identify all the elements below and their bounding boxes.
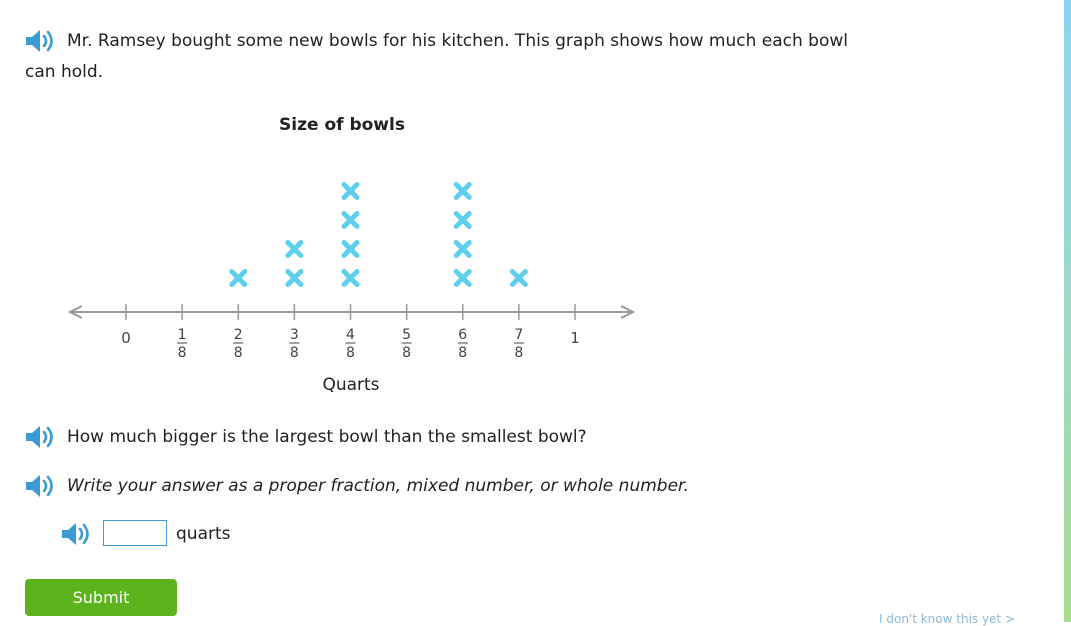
number-line xyxy=(70,306,633,318)
tick-label-numerator: 4 xyxy=(346,327,355,343)
tick-label-denominator: 8 xyxy=(402,345,412,361)
speaker-icon[interactable] xyxy=(60,520,94,548)
answer-input[interactable] xyxy=(103,520,167,546)
speaker-icon[interactable] xyxy=(24,472,58,500)
submit-button[interactable]: Submit xyxy=(25,579,177,616)
tick-label: 0 xyxy=(121,329,131,347)
mark-group xyxy=(232,185,526,285)
question-prompt: How much bigger is the largest bowl than the smallest bowl? xyxy=(67,427,587,447)
answer-instruction: Write your answer as a proper fraction, mixed number, or whole number. xyxy=(67,476,689,496)
speaker-icon[interactable] xyxy=(24,423,58,451)
tick-label-denominator: 8 xyxy=(346,345,355,361)
tick-label-numerator: 2 xyxy=(233,327,243,343)
dont-know-link[interactable]: I don't know this yet > xyxy=(879,612,1016,626)
tick-label-numerator: 7 xyxy=(514,327,524,343)
tick-label-denominator: 8 xyxy=(289,345,299,361)
x-mark xyxy=(288,243,301,256)
x-mark xyxy=(344,272,357,285)
x-mark xyxy=(344,214,357,227)
tick-label-numerator: 6 xyxy=(458,327,468,343)
tick-label-numerator: 3 xyxy=(289,327,299,343)
question-intro xyxy=(25,26,865,88)
chart-title: Size of bowls xyxy=(279,115,405,135)
x-mark xyxy=(344,185,357,198)
x-axis-label: Quarts xyxy=(322,375,380,395)
x-mark xyxy=(456,185,469,198)
x-mark xyxy=(288,272,301,285)
tick-label-numerator: 1 xyxy=(177,327,187,343)
tick-label: 1 xyxy=(570,329,580,347)
line-plot-chart xyxy=(0,95,660,405)
x-mark xyxy=(344,243,357,256)
right-edge-bar xyxy=(1064,0,1071,622)
tick-label-denominator: 8 xyxy=(177,345,187,361)
x-mark xyxy=(456,214,469,227)
x-mark xyxy=(232,272,245,285)
answer-unit: quarts xyxy=(176,524,231,544)
tick-label-numerator: 5 xyxy=(402,327,412,343)
tick-label-denominator: 8 xyxy=(514,345,524,361)
x-mark xyxy=(456,243,469,256)
question-intro-text: Mr. Ramsey bought some new bowls for his kitchen. This graph shows how much each bowl can hold. xyxy=(25,31,849,82)
x-mark xyxy=(512,272,525,285)
tick-label-denominator: 8 xyxy=(458,345,468,361)
x-mark xyxy=(456,272,469,285)
tick-label-denominator: 8 xyxy=(233,345,243,361)
